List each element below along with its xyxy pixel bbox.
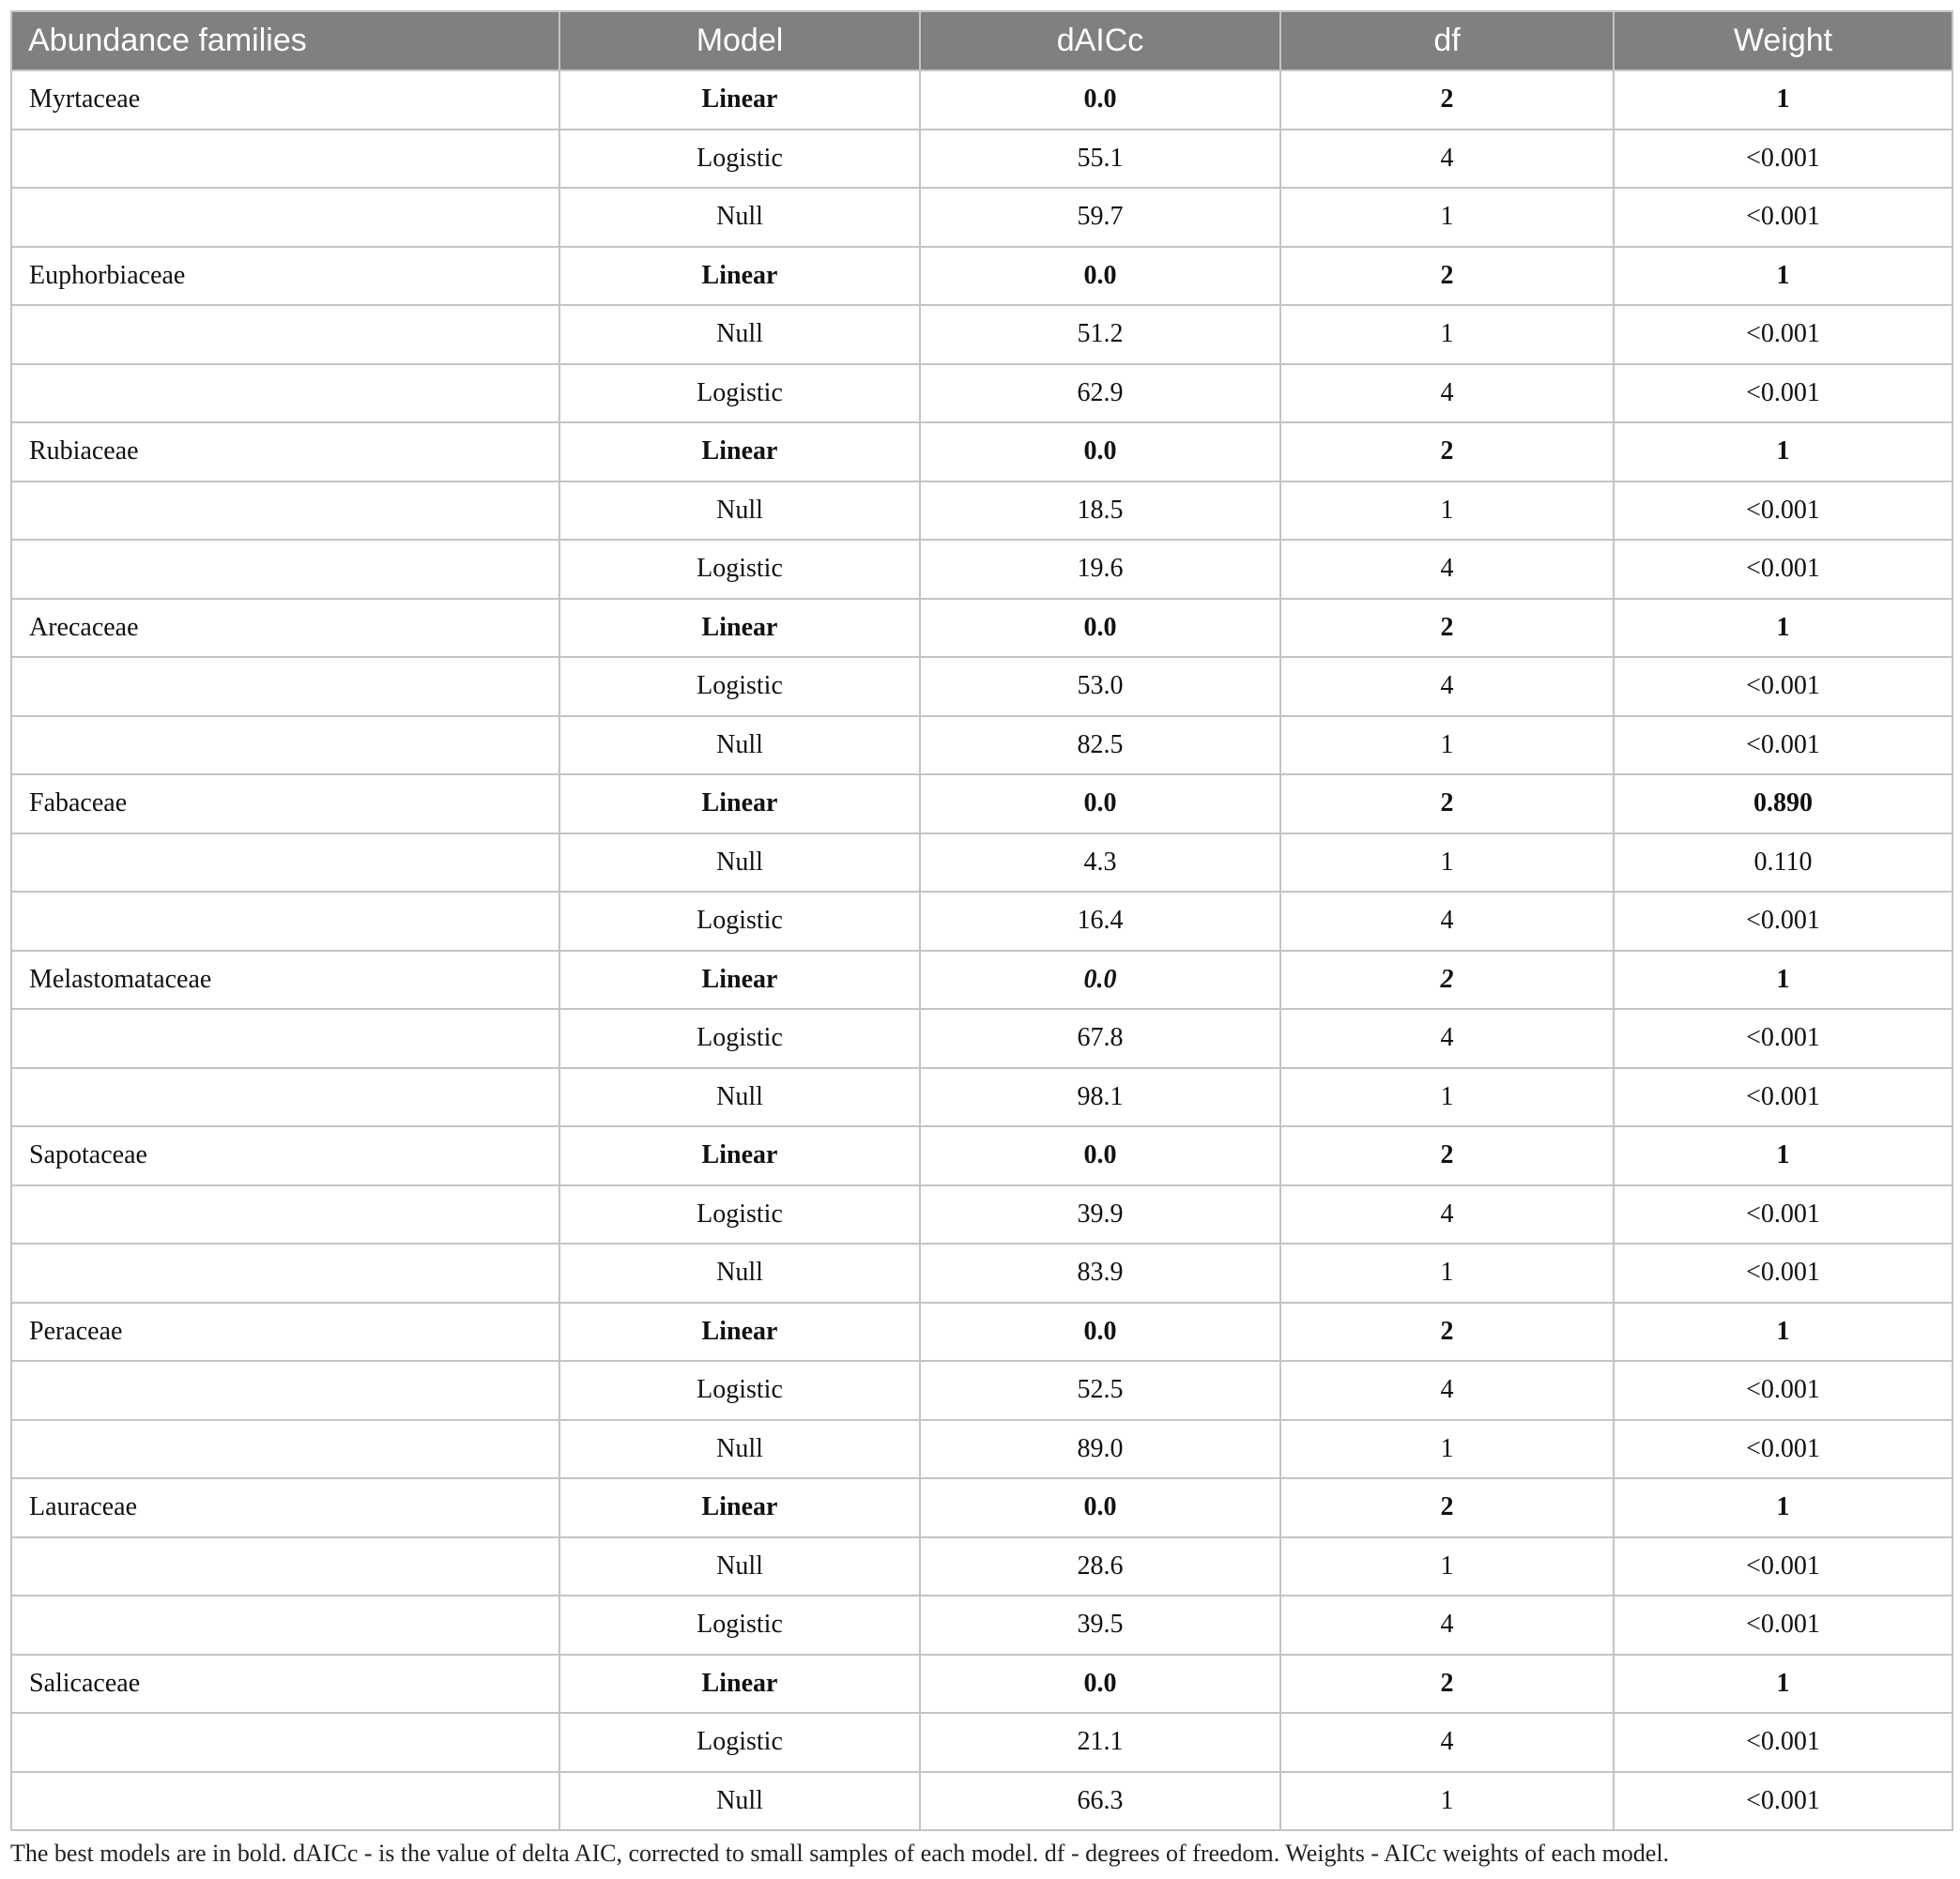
daicc-cell: 0.0: [920, 951, 1280, 1010]
daicc-cell: 21.1: [920, 1713, 1280, 1772]
table-row: [11, 481, 1952, 541]
model-cell: Logistic: [559, 1361, 920, 1420]
weight-cell: 0.890: [1614, 774, 1952, 833]
df-cell: 4: [1280, 1009, 1614, 1068]
model-selection-table-container: [10, 10, 1952, 1831]
family-cell: [11, 833, 559, 893]
weight-cell: 1: [1614, 1478, 1952, 1537]
family-cell: [11, 1009, 559, 1068]
df-cell: 4: [1280, 1185, 1614, 1245]
weight-cell: 1: [1614, 1126, 1952, 1185]
weight-cell: <0.001: [1614, 716, 1952, 775]
table-row: [11, 1420, 1952, 1479]
header-model: Model: [559, 11, 920, 70]
family-cell: [11, 481, 559, 541]
family-cell: [11, 364, 559, 423]
daicc-cell: 0.0: [920, 1478, 1280, 1537]
header-row: [11, 11, 1952, 70]
weight-cell: 1: [1614, 951, 1952, 1010]
weight-cell: <0.001: [1614, 305, 1952, 364]
daicc-cell: 0.0: [920, 1126, 1280, 1185]
table-row: [11, 1068, 1952, 1127]
df-cell: 1: [1280, 188, 1614, 247]
model-cell: Linear: [559, 599, 920, 658]
family-cell: Melastomataceae: [11, 951, 559, 1010]
model-cell: Null: [559, 1537, 920, 1596]
table-row: [11, 1009, 1952, 1068]
family-cell: Euphorbiaceae: [11, 247, 559, 306]
daicc-cell: 0.0: [920, 774, 1280, 833]
table-row: [11, 70, 1952, 130]
family-cell: [11, 1244, 559, 1303]
family-cell: [11, 716, 559, 775]
model-cell: Linear: [559, 422, 920, 481]
table-row: [11, 951, 1952, 1010]
family-cell: Lauraceae: [11, 1478, 559, 1537]
df-cell: 2: [1280, 774, 1614, 833]
table-row: [11, 540, 1952, 599]
weight-cell: <0.001: [1614, 481, 1952, 541]
model-cell: Logistic: [559, 1596, 920, 1655]
daicc-cell: 82.5: [920, 716, 1280, 775]
df-cell: 2: [1280, 1655, 1614, 1714]
model-cell: Linear: [559, 951, 920, 1010]
daicc-cell: 18.5: [920, 481, 1280, 541]
table-body: [11, 70, 1952, 1830]
daicc-cell: 83.9: [920, 1244, 1280, 1303]
table-row: [11, 1244, 1952, 1303]
table-row: [11, 774, 1952, 833]
model-cell: Linear: [559, 247, 920, 306]
table-row: [11, 833, 1952, 893]
model-cell: Linear: [559, 1126, 920, 1185]
df-cell: 4: [1280, 540, 1614, 599]
model-cell: Linear: [559, 774, 920, 833]
df-cell: 1: [1280, 1244, 1614, 1303]
family-cell: [11, 1068, 559, 1127]
daicc-cell: 0.0: [920, 1655, 1280, 1714]
model-cell: Null: [559, 1772, 920, 1831]
weight-cell: 1: [1614, 1655, 1952, 1714]
weight-cell: <0.001: [1614, 364, 1952, 423]
df-cell: 1: [1280, 1537, 1614, 1596]
model-cell: Null: [559, 305, 920, 364]
family-cell: [11, 892, 559, 951]
table-row: [11, 1478, 1952, 1537]
daicc-cell: 28.6: [920, 1537, 1280, 1596]
df-cell: 2: [1280, 951, 1614, 1010]
daicc-cell: 0.0: [920, 599, 1280, 658]
table-row: [11, 892, 1952, 951]
daicc-cell: 16.4: [920, 892, 1280, 951]
table-row: [11, 1126, 1952, 1185]
df-cell: 4: [1280, 892, 1614, 951]
family-cell: Rubiaceae: [11, 422, 559, 481]
model-cell: Linear: [559, 1655, 920, 1714]
daicc-cell: 66.3: [920, 1772, 1280, 1831]
model-cell: Linear: [559, 70, 920, 130]
model-cell: Logistic: [559, 130, 920, 189]
family-cell: [11, 130, 559, 189]
header-df: df: [1280, 11, 1614, 70]
table-row: [11, 364, 1952, 423]
df-cell: 1: [1280, 833, 1614, 893]
daicc-cell: 89.0: [920, 1420, 1280, 1479]
model-cell: Logistic: [559, 657, 920, 716]
df-cell: 2: [1280, 70, 1614, 130]
family-cell: [11, 540, 559, 599]
family-cell: [11, 1713, 559, 1772]
weight-cell: <0.001: [1614, 892, 1952, 951]
df-cell: 2: [1280, 422, 1614, 481]
table-footnote: The best models are in bold. dAICc - is the value of delta AIC, corrected to small samples of each model. df - degrees of freedom. Weights - AICc weights of each model.: [10, 1840, 1670, 1867]
model-cell: Linear: [559, 1478, 920, 1537]
weight-cell: <0.001: [1614, 1068, 1952, 1127]
daicc-cell: 52.5: [920, 1361, 1280, 1420]
table-row: [11, 657, 1952, 716]
table-row: [11, 716, 1952, 775]
daicc-cell: 19.6: [920, 540, 1280, 599]
family-cell: [11, 1185, 559, 1245]
table-row: [11, 1655, 1952, 1714]
table-row: [11, 1596, 1952, 1655]
table-row: [11, 188, 1952, 247]
table-row: [11, 1772, 1952, 1831]
header-abundance-families: Abundance families: [11, 11, 559, 70]
family-cell: [11, 1596, 559, 1655]
model-cell: Null: [559, 716, 920, 775]
model-cell: Null: [559, 1420, 920, 1479]
model-cell: Logistic: [559, 892, 920, 951]
model-cell: Logistic: [559, 364, 920, 423]
table-row: [11, 1713, 1952, 1772]
df-cell: 1: [1280, 1420, 1614, 1479]
df-cell: 2: [1280, 1303, 1614, 1362]
weight-cell: 1: [1614, 599, 1952, 658]
family-cell: [11, 305, 559, 364]
family-cell: Myrtaceae: [11, 70, 559, 130]
family-cell: Sapotaceae: [11, 1126, 559, 1185]
table-row: [11, 1303, 1952, 1362]
model-cell: Logistic: [559, 1185, 920, 1245]
model-cell: Linear: [559, 1303, 920, 1362]
header-weight: Weight: [1614, 11, 1952, 70]
df-cell: 1: [1280, 1772, 1614, 1831]
family-cell: Peraceae: [11, 1303, 559, 1362]
weight-cell: <0.001: [1614, 1244, 1952, 1303]
model-cell: Logistic: [559, 1009, 920, 1068]
daicc-cell: 4.3: [920, 833, 1280, 893]
weight-cell: 1: [1614, 70, 1952, 130]
weight-cell: <0.001: [1614, 657, 1952, 716]
family-cell: Arecaceae: [11, 599, 559, 658]
table-row: [11, 599, 1952, 658]
df-cell: 4: [1280, 364, 1614, 423]
df-cell: 4: [1280, 657, 1614, 716]
family-cell: [11, 1772, 559, 1831]
table-row: [11, 130, 1952, 189]
daicc-cell: 51.2: [920, 305, 1280, 364]
daicc-cell: 55.1: [920, 130, 1280, 189]
daicc-cell: 59.7: [920, 188, 1280, 247]
df-cell: 2: [1280, 599, 1614, 658]
header-daicc: dAICc: [920, 11, 1280, 70]
df-cell: 1: [1280, 716, 1614, 775]
weight-cell: <0.001: [1614, 1185, 1952, 1245]
model-cell: Null: [559, 481, 920, 541]
daicc-cell: 0.0: [920, 1303, 1280, 1362]
weight-cell: 1: [1614, 422, 1952, 481]
model-cell: Null: [559, 1068, 920, 1127]
weight-cell: <0.001: [1614, 1420, 1952, 1479]
table-row: [11, 247, 1952, 306]
table-row: [11, 1361, 1952, 1420]
daicc-cell: 0.0: [920, 70, 1280, 130]
table-row: [11, 1537, 1952, 1596]
daicc-cell: 67.8: [920, 1009, 1280, 1068]
weight-cell: <0.001: [1614, 130, 1952, 189]
weight-cell: <0.001: [1614, 540, 1952, 599]
daicc-cell: 39.5: [920, 1596, 1280, 1655]
df-cell: 1: [1280, 305, 1614, 364]
df-cell: 1: [1280, 481, 1614, 541]
df-cell: 2: [1280, 1126, 1614, 1185]
model-cell: Logistic: [559, 1713, 920, 1772]
df-cell: 4: [1280, 130, 1614, 189]
family-cell: Salicaceae: [11, 1655, 559, 1714]
weight-cell: 1: [1614, 1303, 1952, 1362]
daicc-cell: 0.0: [920, 247, 1280, 306]
daicc-cell: 53.0: [920, 657, 1280, 716]
family-cell: [11, 1420, 559, 1479]
weight-cell: 0.110: [1614, 833, 1952, 893]
family-cell: [11, 1537, 559, 1596]
weight-cell: <0.001: [1614, 1009, 1952, 1068]
table-row: [11, 1185, 1952, 1245]
model-selection-table: [10, 10, 1953, 1831]
weight-cell: <0.001: [1614, 1772, 1952, 1831]
df-cell: 2: [1280, 247, 1614, 306]
daicc-cell: 62.9: [920, 364, 1280, 423]
table-row: [11, 422, 1952, 481]
table-row: [11, 305, 1952, 364]
model-cell: Null: [559, 1244, 920, 1303]
weight-cell: <0.001: [1614, 1713, 1952, 1772]
weight-cell: <0.001: [1614, 1596, 1952, 1655]
weight-cell: <0.001: [1614, 1537, 1952, 1596]
weight-cell: <0.001: [1614, 188, 1952, 247]
weight-cell: <0.001: [1614, 1361, 1952, 1420]
daicc-cell: 39.9: [920, 1185, 1280, 1245]
family-cell: [11, 188, 559, 247]
df-cell: 1: [1280, 1068, 1614, 1127]
daicc-cell: 98.1: [920, 1068, 1280, 1127]
model-cell: Null: [559, 833, 920, 893]
daicc-cell: 0.0: [920, 422, 1280, 481]
model-cell: Null: [559, 188, 920, 247]
family-cell: [11, 1361, 559, 1420]
weight-cell: 1: [1614, 247, 1952, 306]
table-header: [11, 11, 1952, 70]
df-cell: 4: [1280, 1596, 1614, 1655]
family-cell: [11, 657, 559, 716]
model-cell: Logistic: [559, 540, 920, 599]
df-cell: 2: [1280, 1478, 1614, 1537]
family-cell: Fabaceae: [11, 774, 559, 833]
df-cell: 4: [1280, 1361, 1614, 1420]
df-cell: 4: [1280, 1713, 1614, 1772]
